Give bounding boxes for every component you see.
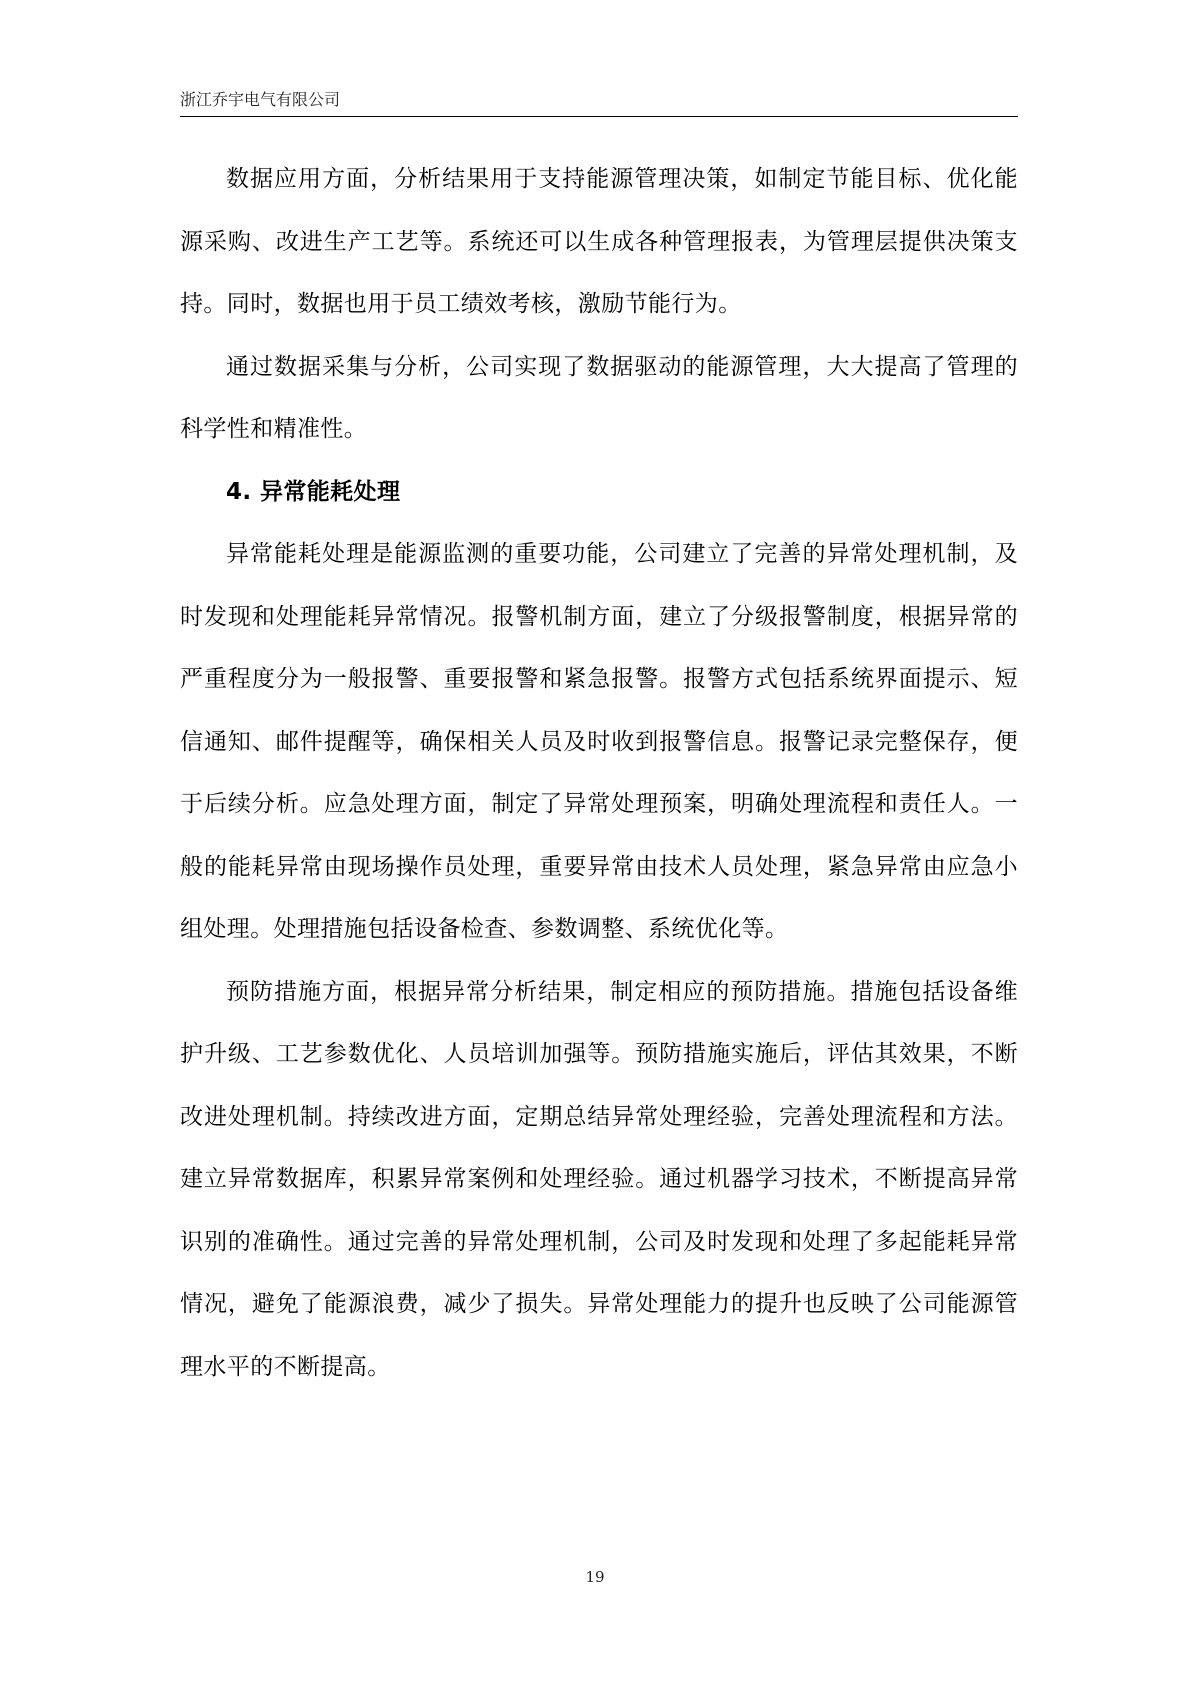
document-body [180, 148, 1018, 1398]
body-paragraph: 通过数据采集与分析，公司实现了数据驱动的能源管理，大大提高了管理的科学性和精准性。 [180, 353, 1018, 442]
section-heading: 4. 异常能耗处理 [226, 478, 401, 505]
body-paragraph: 预防措施方面，根据异常分析结果，制定相应的预防措施。措施包括设备维护升级、工艺参数优化、人员培训加强等。预防措施实施后，评估其效果，不断改进处理机制。持续改进方面，定期总结异常处理经验，完善处理流程和方法。建立异常数据库，积累异常案例和处理经验。通过机器学习技术，不断提高异常识别的准确性。通过完善的异常处理机制，公司及时发现和处理了多起能耗异常情况，避免了能源浪费，减少了损失。异常处理能力的提升也反映了公司能源管理水平的不断提高。 [180, 978, 1018, 1380]
body-paragraph: 数据应用方面，分析结果用于支持能源管理决策，如制定节能目标、优化能源采购、改进生产工艺等。系统还可以生成各种管理报表，为管理层提供决策支持。同时，数据也用于员工绩效考核，激励节能行为。 [180, 166, 1018, 317]
company-name: 浙江乔宇电气有限公司 [180, 90, 341, 109]
header-divider [180, 116, 1018, 117]
page-header [180, 88, 1018, 118]
body-paragraph: 异常能耗处理是能源监测的重要功能，公司建立了完善的异常处理机制，及时发现和处理能耗异常情况。报警机制方面，建立了分级报警制度，根据异常的严重程度分为一般报警、重要报警和紧急报警。报警方式包括系统界面提示、短信通知、邮件提醒等，确保相关人员及时收到报警信息。报警记录完整保存，便于后续分析。应急处理方面，制定了异常处理预案，明确处理流程和责任人。一般的能耗异常由现场操作员处理，重要异常由技术人员处理，紧急异常由应急小组处理。处理措施包括设备检查、参数调整、系统优化等。 [180, 541, 1018, 942]
page-number: 19 [585, 1568, 605, 1586]
